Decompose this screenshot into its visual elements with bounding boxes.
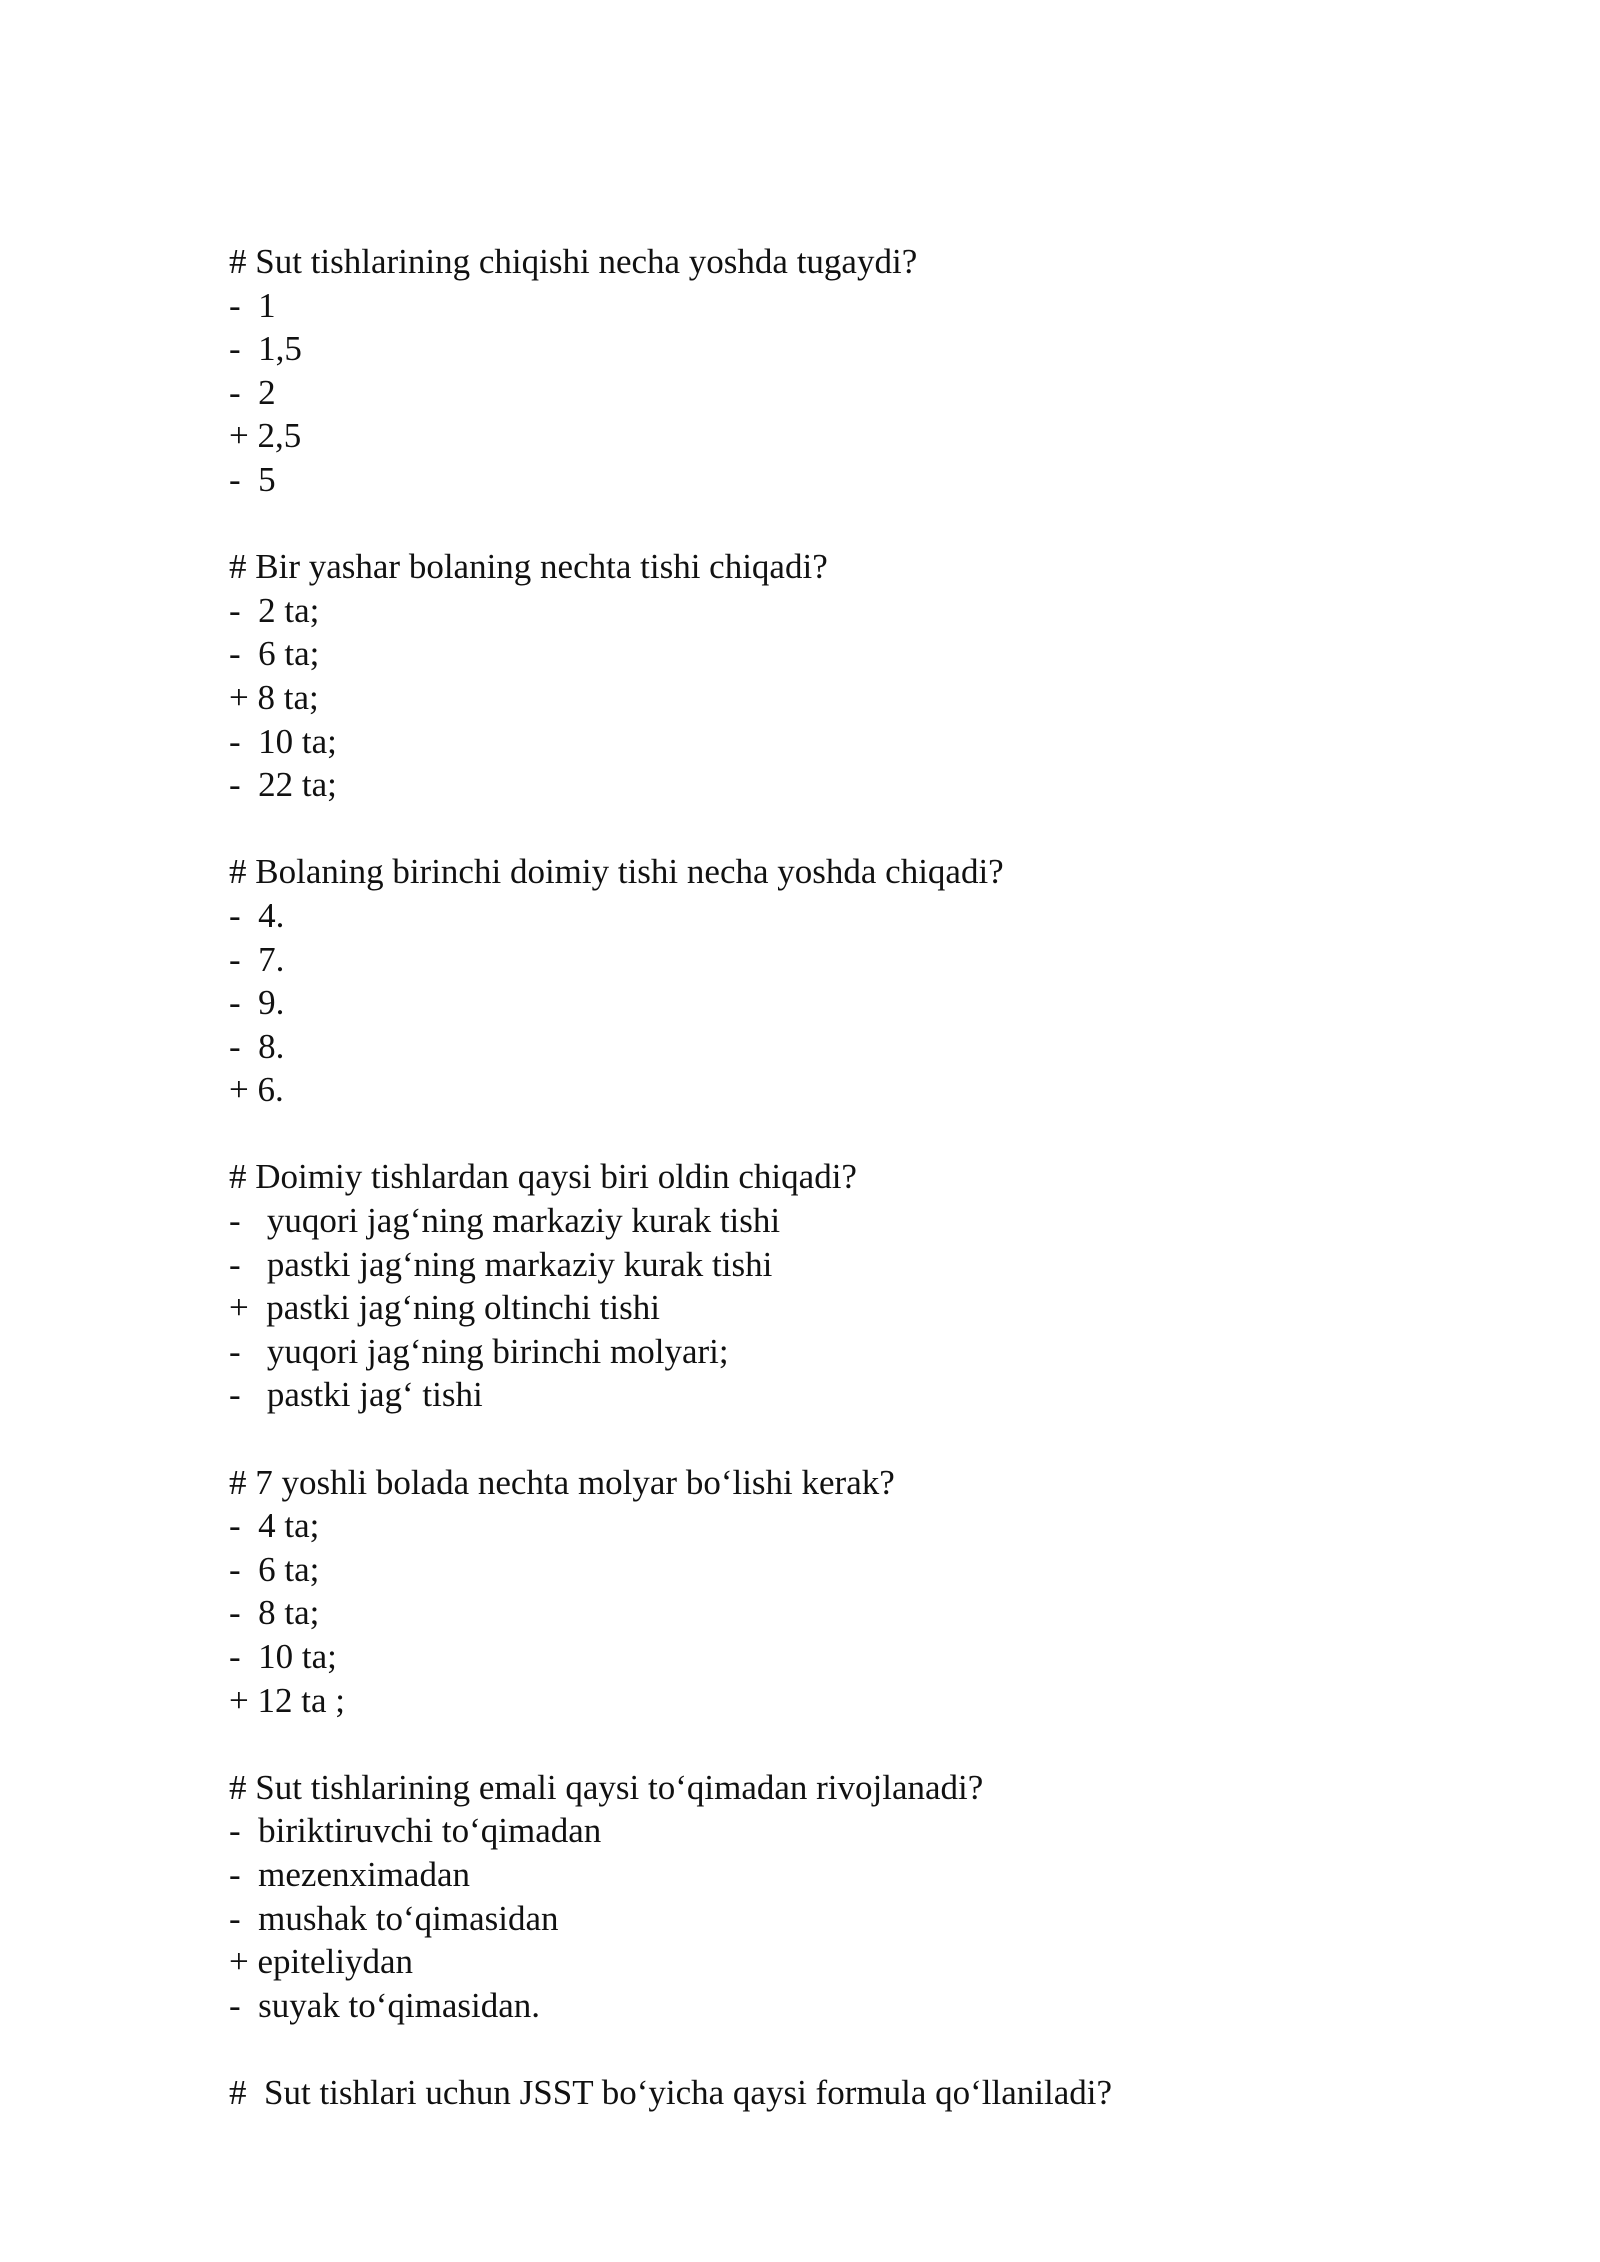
answer-option: - mezenximadan	[229, 1854, 471, 1894]
answer-option: - 1	[229, 285, 276, 325]
question-text: # Doimiy tishlardan qaysi biri oldin chiqadi?	[229, 1157, 857, 1197]
answer-option: - 5	[229, 459, 276, 499]
question-block	[229, 1461, 1429, 1723]
spacer	[229, 1722, 1429, 1766]
answer-option: - suyak to‘qimasidan.	[229, 1985, 541, 2025]
answer-option: - 9.	[229, 983, 285, 1023]
answer-option: - yuqori jag‘ning birinchi molyari;	[229, 1331, 729, 1371]
answer-option-correct: + 2,5	[229, 416, 302, 456]
answer-option-correct: + 8 ta;	[229, 677, 319, 717]
question-text: # Sut tishlarining emali qaysi to‘qimadan rivojlanadi?	[229, 1767, 984, 1807]
question-block	[229, 1766, 1429, 2028]
question-block	[229, 1155, 1429, 1417]
answer-option: - 4.	[229, 895, 285, 935]
spacer	[229, 1417, 1429, 1461]
answer-option-correct: + 6.	[229, 1070, 284, 1110]
document-page	[229, 240, 1429, 2115]
answer-option: - biriktiruvchi to‘qimadan	[229, 1811, 602, 1851]
question-text: # 7 yoshli bolada nechta molyar bo‘lishi kerak?	[229, 1462, 895, 1502]
answer-option: - 4 ta;	[229, 1506, 320, 1546]
spacer	[229, 1112, 1429, 1156]
answer-option: - 2 ta;	[229, 590, 320, 630]
spacer	[229, 807, 1429, 851]
answer-option: - 1,5	[229, 329, 302, 369]
question-block	[229, 2071, 1429, 2115]
answer-option-correct: + 12 ta ;	[229, 1680, 345, 1720]
spacer	[229, 502, 1429, 546]
answer-option: - pastki jag‘ tishi	[229, 1375, 483, 1415]
question-text: # Bir yashar bolaning nechta tishi chiqadi?	[229, 547, 828, 587]
answer-option: - pastki jag‘ning markaziy kurak tishi	[229, 1244, 773, 1284]
answer-option: - 6 ta;	[229, 634, 320, 674]
answer-option-correct: + pastki jag‘ning oltinchi tishi	[229, 1288, 660, 1328]
answer-option-correct: + epiteliydan	[229, 1942, 413, 1982]
answer-option: - 2	[229, 372, 276, 412]
answer-option: - mushak to‘qimasidan	[229, 1898, 559, 1938]
answer-option: - 8.	[229, 1026, 285, 1066]
answer-option: - 7.	[229, 939, 285, 979]
answer-option: - 10 ta;	[229, 1637, 337, 1676]
question-block	[229, 240, 1429, 502]
question-text: # Bolaning birinchi doimiy tishi necha yoshda chiqadi?	[229, 852, 1004, 892]
spacer	[229, 2027, 1429, 2071]
answer-option: - yuqori jag‘ning markaziy kurak tishi	[229, 1201, 781, 1241]
question-block	[229, 545, 1429, 807]
question-text: # Sut tishlarining chiqishi necha yoshda tugaydi?	[229, 242, 918, 281]
answer-option: - 22 ta;	[229, 765, 337, 805]
answer-option: - 8 ta;	[229, 1593, 320, 1633]
answer-option: - 10 ta;	[229, 721, 337, 761]
question-text: # Sut tishlari uchun JSST bo‘yicha qaysi formula qo‘llaniladi?	[229, 2072, 1112, 2112]
answer-option: - 6 ta;	[229, 1549, 320, 1589]
question-block	[229, 850, 1429, 1112]
